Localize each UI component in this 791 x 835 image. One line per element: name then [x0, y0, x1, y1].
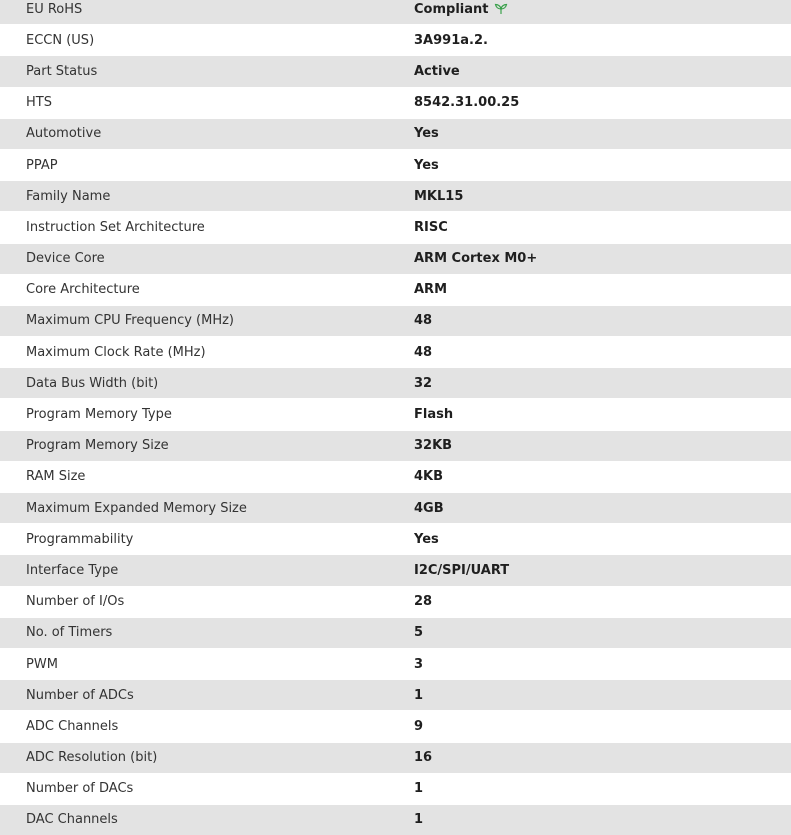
spec-row [0, 680, 791, 711]
spec-row [0, 275, 791, 306]
spec-row [0, 774, 791, 805]
leaf-icon [494, 3, 508, 15]
spec-row [0, 743, 791, 774]
spec-value [388, 625, 423, 640]
spec-value-text: Active [414, 63, 460, 79]
spec-value-text: 32KB [414, 438, 453, 454]
spec-value-text: ARM Cortex M0+ [414, 251, 538, 267]
spec-value [388, 781, 423, 796]
spec-value-text: 1 [414, 781, 424, 797]
spec-row [0, 181, 791, 212]
spec-row [0, 368, 791, 399]
spec-label: Maximum Clock Rate (MHz) [26, 344, 206, 360]
spec-row [0, 399, 791, 430]
spec-value [388, 251, 537, 266]
spec-value [388, 719, 423, 734]
spec-value-text: 28 [414, 594, 433, 610]
spec-value-text: Yes [414, 531, 439, 547]
spec-label: HTS [26, 95, 52, 111]
spec-row [0, 805, 791, 835]
spec-label: Programmability [26, 531, 134, 547]
spec-value [388, 532, 439, 547]
spec-value [388, 2, 508, 17]
spec-row [0, 431, 791, 462]
spec-row [0, 711, 791, 742]
spec-label: Number of ADCs [26, 687, 134, 703]
spec-label: Program Memory Type [26, 407, 172, 423]
spec-row [0, 618, 791, 649]
spec-label: Device Core [26, 251, 105, 267]
spec-label: Instruction Set Architecture [26, 219, 205, 235]
spec-row [0, 306, 791, 337]
spec-value [388, 126, 439, 141]
spec-label: Maximum Expanded Memory Size [26, 500, 247, 516]
spec-label: ADC Channels [26, 718, 119, 734]
spec-value [388, 313, 432, 328]
spec-value-text: 48 [414, 344, 433, 360]
spec-value [388, 282, 447, 297]
spec-value [388, 64, 460, 79]
spec-value [388, 750, 432, 765]
spec-value-text: 9 [414, 718, 424, 734]
spec-value-text: Yes [414, 126, 439, 142]
spec-value-text: 4KB [414, 469, 444, 485]
spec-value-text: 5 [414, 625, 424, 641]
spec-label: Program Memory Size [26, 438, 169, 454]
spec-value [388, 657, 423, 672]
spec-row [0, 88, 791, 119]
spec-row [0, 524, 791, 555]
spec-row [0, 337, 791, 368]
spec-value-text: ARM [414, 282, 448, 298]
spec-label: Number of DACs [26, 781, 134, 797]
spec-row [0, 56, 791, 87]
spec-label: Family Name [26, 188, 111, 204]
spec-value [388, 95, 519, 110]
spec-value-text: 4GB [414, 500, 444, 516]
spec-label: Maximum CPU Frequency (MHz) [26, 313, 234, 329]
spec-value-text: Compliant [414, 1, 489, 17]
spec-row [0, 0, 791, 25]
spec-label: Core Architecture [26, 282, 140, 298]
spec-row [0, 119, 791, 150]
spec-label: DAC Channels [26, 812, 118, 828]
spec-row [0, 25, 791, 56]
spec-value [388, 501, 444, 516]
spec-value [388, 688, 423, 703]
spec-value [388, 189, 463, 204]
spec-label: No. of Timers [26, 625, 113, 641]
spec-value [388, 563, 509, 578]
spec-value [388, 469, 443, 484]
spec-value [388, 345, 432, 360]
spec-label: ADC Resolution (bit) [26, 750, 158, 766]
spec-row [0, 649, 791, 680]
spec-label: Part Status [26, 63, 98, 79]
spec-value-text: Yes [414, 157, 439, 173]
spec-label: ECCN (US) [26, 32, 95, 48]
spec-value [388, 407, 453, 422]
spec-row [0, 462, 791, 493]
spec-value-text: 3 [414, 656, 424, 672]
spec-value [388, 220, 448, 235]
spec-value [388, 594, 432, 609]
spec-value-text: RISC [414, 219, 448, 235]
spec-row [0, 587, 791, 618]
spec-row [0, 493, 791, 524]
spec-value [388, 158, 439, 173]
spec-value-text: Flash [414, 407, 454, 423]
spec-value-text: 32 [414, 375, 433, 391]
spec-label: PPAP [26, 157, 58, 173]
spec-row [0, 555, 791, 586]
spec-value-text: 16 [414, 750, 433, 766]
spec-label: Automotive [26, 126, 102, 142]
spec-value-text: MKL15 [414, 188, 464, 204]
spec-value-text: 48 [414, 313, 433, 329]
spec-label: Interface Type [26, 562, 119, 578]
spec-value [388, 376, 432, 391]
spec-row [0, 150, 791, 181]
spec-label: PWM [26, 656, 58, 672]
spec-value-text: 1 [414, 812, 424, 828]
spec-label: EU RoHS [26, 1, 83, 17]
spec-label: Data Bus Width (bit) [26, 375, 159, 391]
spec-label: Number of I/Os [26, 594, 125, 610]
spec-value-text: 8542.31.00.25 [414, 95, 520, 111]
spec-value [388, 33, 488, 48]
spec-row [0, 244, 791, 275]
spec-value-text: I2C/SPI/UART [414, 562, 510, 578]
spec-value [388, 812, 423, 827]
spec-value-text: 3A991a.2. [414, 32, 488, 48]
spec-value-text: 1 [414, 687, 424, 703]
spec-value [388, 438, 452, 453]
spec-label: RAM Size [26, 469, 86, 485]
spec-row [0, 212, 791, 243]
